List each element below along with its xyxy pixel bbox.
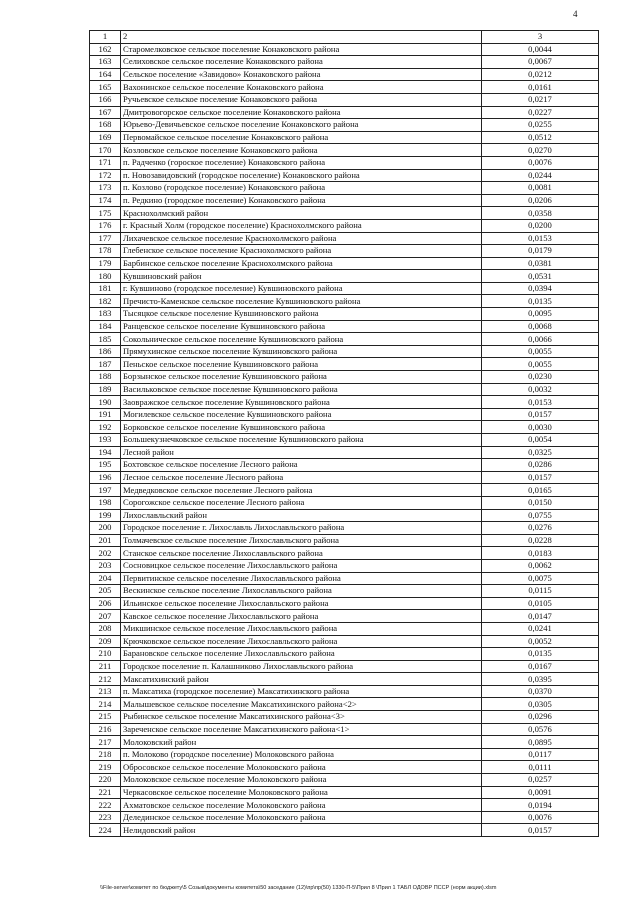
table-row [90, 761, 599, 774]
table-row [90, 484, 599, 497]
coefficient-cell: 0,0075 [482, 572, 599, 585]
table-row [90, 459, 599, 472]
table-row [90, 295, 599, 308]
table-row [90, 232, 599, 245]
table-row [90, 522, 599, 535]
municipality-name-cell: Нелидовский район [121, 824, 482, 837]
coefficient-cell: 0,0091 [482, 786, 599, 799]
municipality-name-cell: Могилевское сельское поселение Кувшиновского района [121, 408, 482, 421]
row-number-cell: 193 [90, 434, 121, 447]
municipality-name-cell: Первомайское сельское поселение Конаковского района [121, 131, 482, 144]
table-row [90, 597, 599, 610]
coefficient-cell: 0,0531 [482, 270, 599, 283]
municipality-name-cell: Сорогожское сельское поселение Лесного района [121, 496, 482, 509]
coefficient-cell: 0,0244 [482, 169, 599, 182]
row-number-cell: 197 [90, 484, 121, 497]
table-row [90, 434, 599, 447]
municipality-name-cell: Лесное сельское поселение Лесного района [121, 471, 482, 484]
coefficient-cell: 0,0179 [482, 245, 599, 258]
municipality-name-cell: Лихачевское сельское поселение Краснохолмского района [121, 232, 482, 245]
coefficient-cell: 0,0296 [482, 711, 599, 724]
table-row [90, 622, 599, 635]
row-number-cell: 168 [90, 119, 121, 132]
row-number-cell: 162 [90, 43, 121, 56]
municipality-name-cell: п. Молоково (городское поселение) Молоковского района [121, 748, 482, 761]
table-row [90, 774, 599, 787]
table-row [90, 610, 599, 623]
municipality-name-cell: Сосновицкое сельское поселение Лихославльского района [121, 559, 482, 572]
municipality-name-cell: Молоковское сельское поселение Молоковского района [121, 774, 482, 787]
municipality-name-cell: Тысяцкое сельское поселение Кувшиновского района [121, 308, 482, 321]
table-row [90, 572, 599, 585]
row-number-cell: 215 [90, 711, 121, 724]
row-number-cell: 216 [90, 723, 121, 736]
table-row [90, 194, 599, 207]
row-number-cell: 182 [90, 295, 121, 308]
municipality-name-cell: Зареченское сельское поселение Максатихинского района<1> [121, 723, 482, 736]
table-row [90, 56, 599, 69]
municipality-name-cell: Барановское сельское поселение Лихославльского района [121, 648, 482, 661]
row-number-cell: 210 [90, 648, 121, 661]
coefficient-cell: 0,0270 [482, 144, 599, 157]
coefficient-cell: 0,0153 [482, 396, 599, 409]
municipality-name-cell: Дмитровогорское сельское поселение Конаковского района [121, 106, 482, 119]
municipality-name-cell: Краснохолмский район [121, 207, 482, 220]
municipality-name-cell: Старомелковское сельское поселение Конаковского района [121, 43, 482, 56]
row-number-cell: 163 [90, 56, 121, 69]
table-row [90, 408, 599, 421]
coefficient-cell: 0,0066 [482, 333, 599, 346]
coefficient-cell: 0,0255 [482, 119, 599, 132]
row-number-cell: 203 [90, 559, 121, 572]
municipality-name-cell: Ахматовское сельское поселение Молоковского района [121, 799, 482, 812]
row-number-cell: 177 [90, 232, 121, 245]
table-row [90, 509, 599, 522]
municipality-name-cell: Рыбинское сельское поселение Максатихинского района<3> [121, 711, 482, 724]
table-row [90, 648, 599, 661]
table-row [90, 245, 599, 258]
table-row [90, 320, 599, 333]
row-number-cell: 205 [90, 585, 121, 598]
table-row [90, 673, 599, 686]
coefficient-cell: 0,0325 [482, 446, 599, 459]
row-number-cell: 172 [90, 169, 121, 182]
table-row [90, 824, 599, 837]
coefficient-cell: 0,0241 [482, 622, 599, 635]
coefficient-cell: 0,0032 [482, 383, 599, 396]
municipality-name-cell: Васильковское сельское поселение Кувшиновского района [121, 383, 482, 396]
municipality-name-cell: Черкасовское сельское поселение Молоковского района [121, 786, 482, 799]
table-row [90, 547, 599, 560]
municipality-name-cell: п. Редкино (городское поселение) Конаковского района [121, 194, 482, 207]
table-row [90, 471, 599, 484]
allocation-table [89, 30, 599, 837]
coefficient-cell: 0,0167 [482, 660, 599, 673]
table-header [90, 31, 599, 44]
coefficient-cell: 0,0157 [482, 824, 599, 837]
municipality-name-cell: Глебенское сельское поселение Краснохолмского района [121, 245, 482, 258]
row-number-cell: 213 [90, 685, 121, 698]
table-row [90, 748, 599, 761]
row-number-cell: 174 [90, 194, 121, 207]
row-number-cell: 171 [90, 156, 121, 169]
table-row [90, 711, 599, 724]
coefficient-cell: 0,0286 [482, 459, 599, 472]
table-row [90, 345, 599, 358]
row-number-cell: 209 [90, 635, 121, 648]
municipality-name-cell: п. Новозавидовский (городское поселение) Конаковского района [121, 169, 482, 182]
coefficient-cell: 0,0068 [482, 320, 599, 333]
municipality-name-cell: Толмачевское сельское поселение Лихославльского района [121, 534, 482, 547]
row-number-cell: 181 [90, 282, 121, 295]
table-row [90, 207, 599, 220]
table-row [90, 585, 599, 598]
table-row [90, 383, 599, 396]
row-number-cell: 175 [90, 207, 121, 220]
row-number-cell: 224 [90, 824, 121, 837]
municipality-name-cell: г. Кувшиново (городское поселение) Кувшиновского района [121, 282, 482, 295]
row-number-cell: 188 [90, 371, 121, 384]
row-number-cell: 202 [90, 547, 121, 560]
table-row [90, 371, 599, 384]
municipality-name-cell: Городское поселение г. Лихославль Лихославльского района [121, 522, 482, 535]
row-number-cell: 195 [90, 459, 121, 472]
table-row [90, 81, 599, 94]
municipality-name-cell: Сельское поселение «Завидово» Конаковского района [121, 68, 482, 81]
table-row [90, 156, 599, 169]
coefficient-cell: 0,0055 [482, 345, 599, 358]
row-number-cell: 178 [90, 245, 121, 258]
row-number-cell: 200 [90, 522, 121, 535]
municipality-name-cell: Барбинское сельское поселение Краснохолмского района [121, 257, 482, 270]
municipality-name-cell: Станское сельское поселение Лихославльского района [121, 547, 482, 560]
table-row [90, 559, 599, 572]
coefficient-cell: 0,0512 [482, 131, 599, 144]
municipality-name-cell: Городское поселение п. Калашниково Лихославльского района [121, 660, 482, 673]
row-number-cell: 219 [90, 761, 121, 774]
coefficient-cell: 0,0305 [482, 698, 599, 711]
municipality-name-cell: Пречисто-Каменское сельское поселение Кувшиновского района [121, 295, 482, 308]
coefficient-cell: 0,0052 [482, 635, 599, 648]
coefficient-cell: 0,0230 [482, 371, 599, 384]
coefficient-cell: 0,0115 [482, 585, 599, 598]
coefficient-cell: 0,0055 [482, 358, 599, 371]
table-row [90, 799, 599, 812]
table-row [90, 421, 599, 434]
table-row [90, 786, 599, 799]
row-number-cell: 192 [90, 421, 121, 434]
municipality-name-cell: Ильинское сельское поселение Лихославльского района [121, 597, 482, 610]
coefficient-cell: 0,0117 [482, 748, 599, 761]
municipality-name-cell: Вахонинское сельское поселение Конаковского района [121, 81, 482, 94]
row-number-cell: 198 [90, 496, 121, 509]
row-number-cell: 173 [90, 182, 121, 195]
row-number-cell: 191 [90, 408, 121, 421]
coefficient-cell: 0,0257 [482, 774, 599, 787]
coefficient-cell: 0,0358 [482, 207, 599, 220]
municipality-name-cell: п. Радченко (гороское поселение) Конаковского района [121, 156, 482, 169]
municipality-name-cell: Бохтовское сельское поселение Лесного района [121, 459, 482, 472]
row-number-cell: 199 [90, 509, 121, 522]
row-number-cell: 217 [90, 736, 121, 749]
table-row [90, 534, 599, 547]
row-number-cell: 184 [90, 320, 121, 333]
municipality-name-cell: Обросовское сельское поселение Молоковского района [121, 761, 482, 774]
row-number-cell: 222 [90, 799, 121, 812]
coefficient-cell: 0,0076 [482, 156, 599, 169]
coefficient-cell: 0,0576 [482, 723, 599, 736]
municipality-name-cell: Ранцевское сельское поселение Кувшиновского района [121, 320, 482, 333]
row-number-cell: 196 [90, 471, 121, 484]
row-number-cell: 164 [90, 68, 121, 81]
header-col-2: 2 [121, 31, 482, 44]
municipality-name-cell: Малышевское сельское поселение Максатихинского района<2> [121, 698, 482, 711]
table-row [90, 698, 599, 711]
table-row [90, 43, 599, 56]
row-number-cell: 179 [90, 257, 121, 270]
table-row [90, 685, 599, 698]
table-row [90, 219, 599, 232]
file-path-footer: \\File-server\комитет по бюджету\5 Созыв\документы комитета\50 заседание (12)\пр\пр(50) 1330-П-5\Прил 8 \Прил 1 ТАБЛ ОДОВР ПССР (норм акции).xlsm [100, 885, 497, 891]
coefficient-cell: 0,0157 [482, 471, 599, 484]
row-number-cell: 221 [90, 786, 121, 799]
header-col-1: 1 [90, 31, 121, 44]
coefficient-cell: 0,0062 [482, 559, 599, 572]
table-row [90, 270, 599, 283]
row-number-cell: 190 [90, 396, 121, 409]
row-number-cell: 189 [90, 383, 121, 396]
municipality-name-cell: Микшинское сельское поселение Лихославльского района [121, 622, 482, 635]
municipality-name-cell: Юрьево-Девичьевское сельское поселение Конаковского района [121, 119, 482, 132]
table-row [90, 119, 599, 132]
municipality-name-cell: Кавское сельское поселение Лихославльского района [121, 610, 482, 623]
coefficient-cell: 0,0228 [482, 534, 599, 547]
coefficient-cell: 0,0206 [482, 194, 599, 207]
table-row [90, 358, 599, 371]
municipality-name-cell: Заовражское сельское поселение Кувшиновского района [121, 396, 482, 409]
municipality-name-cell: Максатихинский район [121, 673, 482, 686]
municipality-name-cell: Пеньское сельское поселение Кувшиновского района [121, 358, 482, 371]
table-row [90, 396, 599, 409]
table-row [90, 169, 599, 182]
coefficient-cell: 0,0054 [482, 434, 599, 447]
coefficient-cell: 0,0135 [482, 295, 599, 308]
municipality-name-cell: п. Максатиха (городское поселение) Максатихинского района [121, 685, 482, 698]
table-row [90, 811, 599, 824]
row-number-cell: 169 [90, 131, 121, 144]
coefficient-cell: 0,0153 [482, 232, 599, 245]
table-row [90, 333, 599, 346]
coefficient-cell: 0,0276 [482, 522, 599, 535]
municipality-name-cell: Большекузнечковское сельское поселение Кувшиновского района [121, 434, 482, 447]
row-number-cell: 185 [90, 333, 121, 346]
municipality-name-cell: Сокольническое сельское поселение Кувшиновского района [121, 333, 482, 346]
row-number-cell: 186 [90, 345, 121, 358]
table-row [90, 282, 599, 295]
coefficient-cell: 0,0067 [482, 56, 599, 69]
table-row [90, 446, 599, 459]
page-number: 4 [573, 9, 578, 19]
coefficient-cell: 0,0183 [482, 547, 599, 560]
row-number-cell: 206 [90, 597, 121, 610]
municipality-name-cell: Молоковский район [121, 736, 482, 749]
municipality-name-cell: г. Красный Холм (городское поселение) Краснохолмского района [121, 219, 482, 232]
row-number-cell: 212 [90, 673, 121, 686]
municipality-name-cell: Борковское сельское поселение Кувшиновского района [121, 421, 482, 434]
municipality-name-cell: п. Козлово (городское поселение) Конаковского района [121, 182, 482, 195]
row-number-cell: 176 [90, 219, 121, 232]
coefficient-cell: 0,0381 [482, 257, 599, 270]
coefficient-cell: 0,0755 [482, 509, 599, 522]
table-row [90, 106, 599, 119]
row-number-cell: 211 [90, 660, 121, 673]
row-number-cell: 218 [90, 748, 121, 761]
row-number-cell: 180 [90, 270, 121, 283]
table-row [90, 68, 599, 81]
row-number-cell: 220 [90, 774, 121, 787]
table-row [90, 496, 599, 509]
coefficient-cell: 0,0076 [482, 811, 599, 824]
header-col-3: 3 [482, 31, 599, 44]
row-number-cell: 183 [90, 308, 121, 321]
municipality-name-cell: Прямухинское сельское поселение Кувшиновского района [121, 345, 482, 358]
row-number-cell: 223 [90, 811, 121, 824]
table-row [90, 723, 599, 736]
row-number-cell: 170 [90, 144, 121, 157]
municipality-name-cell: Козловское сельское поселение Конаковского района [121, 144, 482, 157]
municipality-name-cell: Делединское сельское поселение Молоковского района [121, 811, 482, 824]
coefficient-cell: 0,0895 [482, 736, 599, 749]
table-row [90, 635, 599, 648]
coefficient-cell: 0,0044 [482, 43, 599, 56]
coefficient-cell: 0,0111 [482, 761, 599, 774]
row-number-cell: 165 [90, 81, 121, 94]
coefficient-cell: 0,0395 [482, 673, 599, 686]
coefficient-cell: 0,0095 [482, 308, 599, 321]
table-body [90, 43, 599, 836]
municipality-name-cell: Вескинское сельское поселение Лихославльского района [121, 585, 482, 598]
coefficient-cell: 0,0165 [482, 484, 599, 497]
municipality-name-cell: Ручьевское сельское поселение Конаковского района [121, 93, 482, 106]
row-number-cell: 204 [90, 572, 121, 585]
municipality-name-cell: Лихославльский район [121, 509, 482, 522]
table-row [90, 93, 599, 106]
municipality-name-cell: Медведковское сельское поселение Лесного района [121, 484, 482, 497]
row-number-cell: 214 [90, 698, 121, 711]
coefficient-cell: 0,0161 [482, 81, 599, 94]
row-number-cell: 194 [90, 446, 121, 459]
table-row [90, 182, 599, 195]
municipality-name-cell: Лесной район [121, 446, 482, 459]
header-row [90, 31, 599, 44]
coefficient-cell: 0,0200 [482, 219, 599, 232]
row-number-cell: 187 [90, 358, 121, 371]
coefficient-cell: 0,0194 [482, 799, 599, 812]
table-row [90, 736, 599, 749]
municipality-name-cell: Борзынское сельское поселение Кувшиновского района [121, 371, 482, 384]
coefficient-cell: 0,0030 [482, 421, 599, 434]
table-row [90, 660, 599, 673]
table-row [90, 257, 599, 270]
municipality-name-cell: Крючковское сельское поселение Лихославльского района [121, 635, 482, 648]
coefficient-cell: 0,0227 [482, 106, 599, 119]
coefficient-cell: 0,0157 [482, 408, 599, 421]
coefficient-cell: 0,0147 [482, 610, 599, 623]
coefficient-cell: 0,0081 [482, 182, 599, 195]
coefficient-cell: 0,0150 [482, 496, 599, 509]
table-row [90, 308, 599, 321]
coefficient-cell: 0,0394 [482, 282, 599, 295]
municipality-name-cell: Селиховское сельское поселение Конаковского района [121, 56, 482, 69]
municipality-name-cell: Кувшиновский район [121, 270, 482, 283]
row-number-cell: 208 [90, 622, 121, 635]
coefficient-cell: 0,0105 [482, 597, 599, 610]
table-row [90, 144, 599, 157]
row-number-cell: 167 [90, 106, 121, 119]
coefficient-cell: 0,0370 [482, 685, 599, 698]
row-number-cell: 201 [90, 534, 121, 547]
table-row [90, 131, 599, 144]
municipality-name-cell: Первитинское сельское поселение Лихославльского района [121, 572, 482, 585]
coefficient-cell: 0,0135 [482, 648, 599, 661]
coefficient-cell: 0,0212 [482, 68, 599, 81]
row-number-cell: 166 [90, 93, 121, 106]
coefficient-cell: 0,0217 [482, 93, 599, 106]
row-number-cell: 207 [90, 610, 121, 623]
